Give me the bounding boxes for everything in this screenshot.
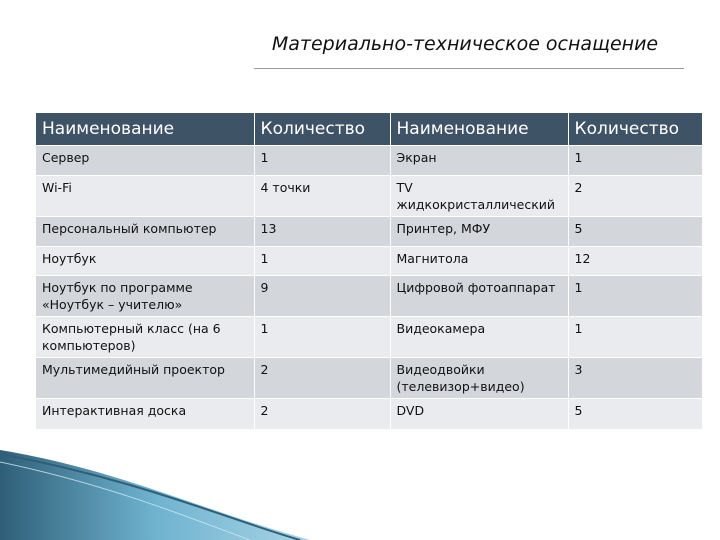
cell-quantity: 3	[568, 358, 702, 399]
table-row	[36, 176, 702, 217]
equipment-table	[36, 113, 702, 429]
header-quantity-1: Количество	[254, 113, 390, 146]
cell-quantity: 5	[568, 217, 702, 247]
table-row	[36, 217, 702, 247]
table-row	[36, 358, 702, 399]
table-row	[36, 247, 702, 276]
header-quantity-2: Количество	[568, 113, 702, 146]
cell-name: Мультимедийный проектор	[36, 358, 254, 399]
cell-quantity: 9	[254, 276, 390, 317]
slide-title: Материально-техническое оснащение	[271, 33, 659, 55]
cell-name: Цифровой фотоаппарат	[390, 276, 568, 317]
cell-quantity: 1	[254, 317, 390, 358]
cell-quantity: 1	[568, 317, 702, 358]
header-name-1: Наименование	[36, 113, 254, 146]
cell-name: Видеодвойки (телевизор+видео)	[390, 358, 568, 399]
cell-quantity: 4 точки	[254, 176, 390, 217]
title-underline	[254, 68, 684, 69]
cell-quantity: 1	[568, 146, 702, 176]
cell-name: Магнитола	[390, 247, 568, 276]
cell-name: Компьютерный класс (на 6 компьютеров)	[36, 317, 254, 358]
cell-quantity: 12	[568, 247, 702, 276]
cell-quantity: 1	[254, 146, 390, 176]
cell-quantity: 5	[568, 399, 702, 429]
table-row	[36, 146, 702, 176]
cell-name: Wi-Fi	[36, 176, 254, 217]
cell-quantity: 1	[568, 276, 702, 317]
cell-quantity: 1	[254, 247, 390, 276]
cell-name: Интерактивная доска	[36, 399, 254, 429]
table-row	[36, 276, 702, 317]
table-header-row	[36, 113, 702, 146]
cell-name: Сервер	[36, 146, 254, 176]
cell-quantity: 2	[254, 358, 390, 399]
cell-quantity: 13	[254, 217, 390, 247]
table-row	[36, 399, 702, 429]
cell-name: TV жидкокристаллический	[390, 176, 568, 217]
cell-quantity: 2	[254, 399, 390, 429]
cell-name: Ноутбук по программе «Ноутбук – учителю»	[36, 276, 254, 317]
decorative-wave	[0, 440, 720, 540]
cell-name: DVD	[390, 399, 568, 429]
header-name-2: Наименование	[390, 113, 568, 146]
table-row	[36, 317, 702, 358]
cell-name: Персональный компьютер	[36, 217, 254, 247]
cell-quantity: 2	[568, 176, 702, 217]
cell-name: Видеокамера	[390, 317, 568, 358]
cell-name: Принтер, МФУ	[390, 217, 568, 247]
cell-name: Ноутбук	[36, 247, 254, 276]
cell-name: Экран	[390, 146, 568, 176]
